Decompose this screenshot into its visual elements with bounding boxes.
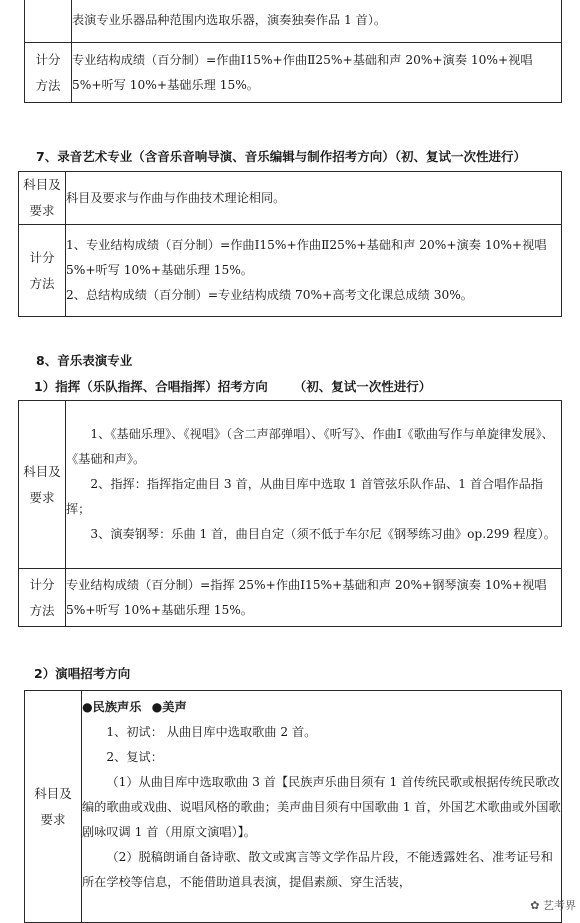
sub2-heading — [34, 664, 130, 682]
label-line: 方法 — [29, 275, 55, 291]
sub1-row1-content — [66, 401, 562, 569]
wechat-icon: ✿ — [530, 899, 540, 912]
requirement-line: 2、复试： — [106, 750, 163, 764]
sub1-heading — [34, 377, 431, 395]
label-line: 要求 — [29, 489, 55, 505]
requirement-line: 1、《基础乐理》、《视唱》（含二声部弹唱）、《听写》、作曲Ⅰ《歌曲写作与单旋律发展》、《基础和声》。 — [66, 427, 554, 466]
label-line: 要求 — [40, 811, 66, 827]
sub2-heading-text: 2）演唱招考方向 — [34, 666, 131, 681]
sub2-table — [24, 690, 562, 923]
sub1-row2-content — [66, 569, 562, 627]
section7-row1-content — [66, 172, 562, 225]
scoring-line: 1、专业结构成绩（百分制）=作曲Ⅰ15%+作曲Ⅱ25%+基础和声 20%+演奏 10%+视唱 5%+听写 10%+基础乐理 15%。 — [66, 238, 547, 277]
label-line: 计分 — [35, 51, 61, 67]
requirement-line: 3、演奏钢琴：乐曲 1 首，曲目自定（须不低于车尔尼《钢琴练习曲》op.299 程度）。 — [90, 527, 556, 541]
section7-heading — [36, 147, 526, 165]
subject-text: 科目及要求与作曲与作曲技术理论相同。 — [66, 190, 286, 205]
label-line: 要求 — [29, 203, 55, 218]
sub1-row1-label — [19, 401, 66, 569]
requirement-line: （2）脱稿朗诵自备诗歌、散文或寓言等文学作品片段，不能透露姓名、准考证号和所在学校等信息，不能借助道具表演，提倡素颜、穿生活装， — [82, 850, 553, 889]
section7-row1-label — [19, 172, 66, 225]
label-line: 计分 — [29, 249, 55, 265]
watermark — [530, 897, 576, 913]
bullet-folk: ●民族声乐 — [82, 700, 142, 714]
label-line: 科目及 — [34, 785, 72, 801]
scoring-text: 专业结构成绩（百分制）=作曲Ⅰ15%+作曲Ⅱ25%+基础和声 20%+演奏 10%+视唱 5%+听写 10%+基础乐理 15%。 — [72, 52, 533, 92]
label-line: 科目及 — [23, 177, 61, 192]
bullet-bel-canto: ●美声 — [151, 700, 187, 714]
sub1-heading-note: （初、复试一次性进行） — [293, 379, 432, 394]
label-line: 科目及 — [23, 463, 61, 479]
scoring-text: 专业结构成绩（百分制）=指挥 25%+作曲Ⅰ15%+基础和声 20%+钢琴演奏 10%+视唱 5%+听写 10%+基础乐理 15%。 — [66, 577, 547, 617]
top-row2-content — [72, 43, 562, 103]
top-row1-text: 表演专业乐器品种范围内选取乐器，演奏独奏作品 1 首）。 — [72, 13, 387, 27]
scoring-line: 2、总结构成绩（百分制）=专业结构成绩 70%+高考文化课总成绩 30%。 — [66, 288, 473, 302]
top-row1-label — [25, 0, 72, 43]
sub1-heading-text: 1）指挥（乐队指挥、合唱指挥）招考方向 — [34, 379, 268, 394]
requirement-line: 1、初试： 从曲目库中选取歌曲 2 首。 — [106, 725, 317, 739]
watermark-text: 艺考界 — [543, 899, 576, 912]
label-line: 方法 — [29, 602, 55, 618]
label-line: 计分 — [29, 576, 55, 592]
section8-heading — [36, 351, 132, 369]
section7-row2-content — [66, 225, 562, 317]
requirement-line: 2、指挥：指挥指定曲目 3 首，从曲目库中选取 1 首管弦乐队作品、1 首合唱作品指挥； — [66, 477, 543, 516]
top-row2-label — [25, 43, 72, 103]
section8-heading-text: 8、音乐表演专业 — [36, 353, 133, 368]
sub2-row1-content — [82, 691, 562, 923]
section7-heading-text: 7、录音艺术专业（含音乐音响导演、音乐编辑与制作招考方向）（初、复试一次性进行） — [36, 149, 526, 164]
label-line: 方法 — [35, 77, 61, 93]
section7-table — [18, 171, 562, 317]
requirement-line: （1）从曲目库中选取歌曲 3 首【民族声乐曲目须有 1 首传统民歌或根据传统民歌改编的歌曲或戏曲、说唱风格的歌曲；美声曲目须有中国歌曲 1 首，外国艺术歌曲或外国歌剧咏叹调 1 首（用原文演唱）】。 — [82, 775, 561, 839]
top-table — [24, 0, 562, 103]
sub1-row2-label — [19, 569, 66, 627]
sub2-row1-label — [25, 691, 82, 923]
section7-row2-label — [19, 225, 66, 317]
sub1-table — [18, 400, 562, 627]
sub2-bullets — [82, 695, 561, 720]
top-row1-content — [72, 0, 562, 43]
